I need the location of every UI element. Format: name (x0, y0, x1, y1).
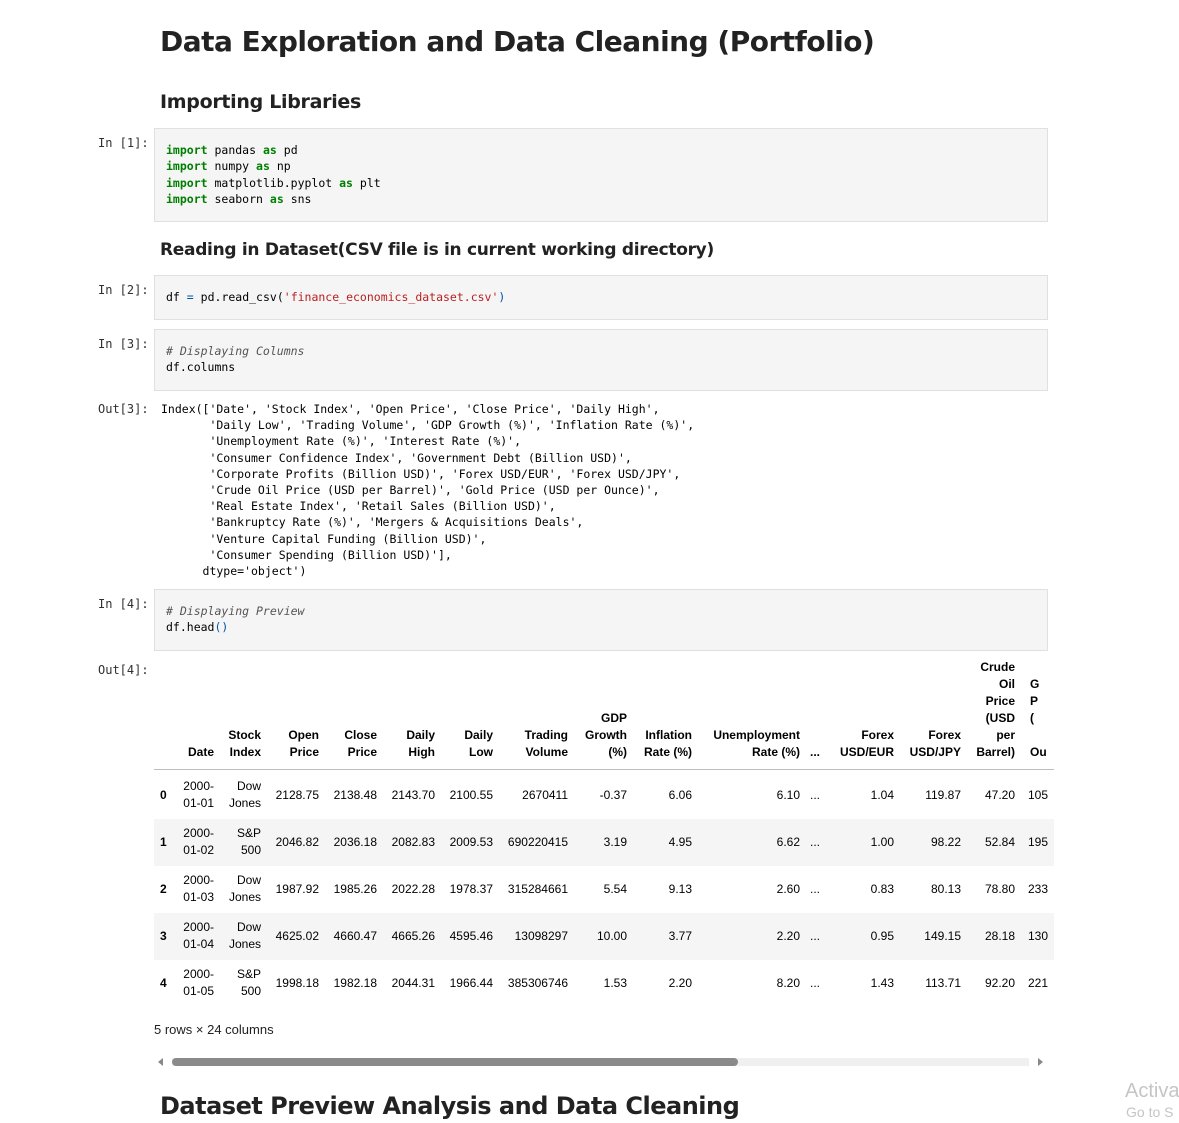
row-index: 3 (160, 929, 167, 943)
column-header: Forex (928, 728, 961, 742)
row-index: 1 (160, 835, 167, 849)
code-comment: # Displaying Preview (166, 604, 305, 618)
table-cell: 2036.18 (333, 835, 377, 849)
code-keyword: import (166, 143, 208, 157)
column-header: G (1030, 677, 1040, 691)
scroll-left-icon[interactable] (158, 1058, 163, 1066)
heading-reading-dataset: Reading in Dataset(CSV file is in current working directory) (160, 240, 714, 260)
code-string: 'finance_economics_dataset.csv' (283, 290, 499, 304)
code-keyword: import (166, 175, 208, 190)
output-line: 'Daily Low', 'Trading Volume', 'GDP Growth (%)', 'Inflation Rate (%)', (161, 418, 695, 433)
column-header: Unemployment (713, 728, 800, 742)
column-header: (USD (985, 711, 1015, 725)
code-token: plt (359, 175, 381, 190)
output-line: 'Consumer Spending (Billion USD)'], (161, 547, 452, 562)
column-header: Forex (861, 728, 894, 742)
output-line: 'Consumer Confidence Index', 'Government Debt (Billion USD)', (161, 450, 632, 465)
input-prompt: In [4]: (98, 597, 149, 611)
heading-dataset-preview-analysis: Dataset Preview Analysis and Data Cleaning (160, 1092, 740, 1120)
cell-date: 01-01 (183, 796, 214, 810)
column-header: Ou (1030, 745, 1047, 759)
output-line: Index(['Date', 'Stock Index', 'Open Price', 'Close Price', 'Daily High', (161, 402, 660, 416)
table-cell: 2.20 (776, 929, 800, 943)
table-cell: 1.53 (603, 976, 627, 990)
output-line: dtype='object') (161, 564, 307, 579)
cell-stock-index: Dow (236, 920, 261, 934)
table-cell: 10.00 (596, 929, 627, 943)
table-cell: 28.18 (984, 929, 1015, 943)
column-header: (%) (608, 745, 627, 759)
table-cell: 1998.18 (275, 976, 319, 990)
column-header: Price (985, 694, 1015, 708)
table-cell: 2044.31 (391, 976, 435, 990)
table-cell: 105 (1028, 788, 1049, 802)
table-cell: 2100.55 (449, 788, 493, 802)
column-header: Price (347, 745, 377, 759)
column-header: Open (288, 728, 319, 742)
code-input[interactable] (166, 142, 381, 207)
column-header: Index (229, 745, 261, 759)
cell-date: 2000- (183, 920, 214, 934)
column-header: Rate (%) (643, 745, 692, 759)
row-index: 4 (160, 976, 167, 990)
column-header: Inflation (645, 728, 692, 742)
table-cell: 78.80 (984, 882, 1015, 896)
table-cell: ... (809, 882, 820, 896)
cell-stock-index: Jones (228, 890, 261, 904)
table-cell: 2143.70 (391, 788, 435, 802)
cell-stock-index: Jones (228, 937, 261, 951)
code-keyword: import (166, 191, 208, 206)
table-cell: 2.60 (776, 882, 800, 896)
table-cell: 4665.26 (391, 929, 435, 943)
horizontal-scrollbar[interactable] (154, 1054, 1047, 1070)
column-header: GDP (600, 711, 627, 725)
table-cell: 47.20 (984, 788, 1015, 802)
output-columns-index (161, 401, 694, 579)
code-token: ) (498, 290, 506, 304)
table-cell: 1982.18 (333, 976, 377, 990)
code-keyword: import (166, 159, 208, 174)
input-prompt: In [2]: (98, 283, 149, 297)
table-cell: ... (809, 788, 820, 802)
code-input[interactable] (166, 603, 304, 636)
table-cell: 119.87 (925, 788, 961, 802)
column-header: Date (187, 745, 214, 759)
code-keyword: as (339, 175, 353, 190)
table-cell: 0.83 (870, 882, 894, 896)
table-cell: 2.20 (668, 976, 692, 990)
table-cell: 221 (1028, 976, 1049, 990)
cell-stock-index: Jones (228, 796, 261, 810)
column-header: per (996, 728, 1015, 742)
table-cell: 5.54 (603, 882, 627, 896)
table-cell: 6.06 (668, 788, 692, 802)
table-cell: 1.04 (870, 788, 894, 802)
table-cell: 233 (1028, 882, 1049, 896)
table-cell: ... (809, 976, 820, 990)
table-cell: 1966.44 (449, 976, 493, 990)
table-cell: 2128.75 (275, 788, 319, 802)
table-cell: 1978.37 (449, 882, 493, 896)
scroll-thumb[interactable] (172, 1058, 738, 1066)
column-header: Oil (998, 677, 1015, 691)
activation-watermark: Activa (1125, 1080, 1179, 1102)
table-cell: 2009.53 (449, 835, 493, 849)
column-header: Close (344, 728, 377, 742)
column-header: Volume (525, 745, 568, 759)
table-cell: 2670411 (522, 788, 568, 802)
table-cell: 4595.46 (449, 929, 493, 943)
cell-date: 2000- (183, 967, 214, 981)
output-prompt: Out[4]: (98, 663, 149, 677)
cell-date: 01-03 (183, 890, 214, 904)
code-token: seaborn (214, 191, 263, 206)
code-operator: = (186, 290, 194, 304)
table-cell: 690220415 (507, 835, 568, 849)
table-cell: 3.77 (668, 929, 692, 943)
column-header: Growth (585, 728, 627, 742)
table-cell: 1985.26 (333, 882, 377, 896)
input-prompt: In [1]: (98, 136, 149, 150)
output-line: 'Unemployment Rate (%)', 'Interest Rate (%)', (161, 434, 522, 449)
column-header: USD/JPY (909, 745, 961, 759)
table-cell: 98.22 (930, 835, 961, 849)
code-cell-columns[interactable] (154, 329, 1048, 391)
table-cell: 130 (1028, 929, 1049, 943)
output-line: 'Real Estate Index', 'Retail Sales (Billion USD)', (161, 499, 556, 514)
code-token: sns (290, 191, 312, 206)
table-cell: 92.20 (984, 976, 1015, 990)
table-cell: 80.13 (930, 882, 961, 896)
column-header: ( (1030, 711, 1034, 725)
column-header: USD/EUR (839, 745, 894, 759)
table-cell: 315284661 (507, 882, 568, 896)
code-token: pandas (214, 143, 257, 157)
cell-stock-index: Dow (236, 779, 261, 793)
cell-stock-index: Dow (236, 873, 261, 887)
cell-date: 2000- (183, 873, 214, 887)
code-keyword: as (269, 191, 284, 206)
code-token: df (166, 290, 180, 304)
cell-stock-index: S&P (236, 967, 261, 981)
table-cell: 4.95 (668, 835, 692, 849)
table-cell: 2022.28 (391, 882, 435, 896)
column-header: Barrel) (976, 745, 1015, 759)
code-token: pd.read_csv( (200, 290, 284, 304)
heading-importing-libraries: Importing Libraries (160, 91, 362, 113)
column-header: Price (289, 745, 319, 759)
output-line: 'Venture Capital Funding (Billion USD)', (161, 531, 487, 546)
table-cell: 8.20 (776, 976, 800, 990)
table-cell: ... (809, 835, 820, 849)
table-cell: 1987.92 (275, 882, 319, 896)
table-cell: 1.00 (870, 835, 894, 849)
table-cell: 1.43 (870, 976, 894, 990)
scroll-right-icon[interactable] (1038, 1058, 1043, 1066)
cell-date: 2000- (183, 826, 214, 840)
dataframe-table[interactable] (154, 658, 1047, 1020)
code-keyword: as (262, 143, 277, 157)
table-cell: -0.37 (599, 788, 627, 802)
column-header: P (1030, 694, 1039, 708)
table-cell: 149.15 (924, 929, 961, 943)
column-header: High (408, 745, 435, 759)
table-cell: 6.10 (776, 788, 800, 802)
table-cell: 3.19 (603, 835, 627, 849)
table-cell: ... (809, 929, 820, 943)
table-cell: 52.84 (984, 835, 1015, 849)
table-cell: 0.95 (870, 929, 894, 943)
table-cell: 195 (1028, 835, 1049, 849)
output-line: 'Bankruptcy Rate (%)', 'Mergers & Acquisitions Deals', (161, 515, 584, 530)
code-token: np (276, 159, 291, 174)
table-cell: 2082.83 (391, 835, 435, 849)
table-cell: 2138.48 (333, 788, 377, 802)
code-keyword: as (256, 159, 270, 174)
header-divider (154, 769, 1054, 770)
table-cell: 13098297 (514, 929, 568, 943)
code-token: pd (283, 143, 298, 157)
column-header: ... (809, 745, 820, 759)
column-header: Stock (228, 728, 261, 742)
cell-date: 2000- (183, 779, 214, 793)
code-cell-read-csv[interactable] (154, 275, 1048, 320)
table-cell: 6.62 (776, 835, 800, 849)
cell-stock-index: 500 (240, 843, 261, 857)
cell-date: 01-05 (183, 984, 214, 998)
column-header: Rate (%) (751, 745, 800, 759)
code-input[interactable] (166, 289, 505, 305)
output-line: 'Crude Oil Price (USD per Barrel)', 'Gold Price (USD per Ounce)', (161, 483, 660, 498)
output-line: 'Corporate Profits (Billion USD)', 'Forex USD/EUR', 'Forex USD/JPY', (161, 466, 681, 481)
column-header: Low (469, 745, 493, 759)
code-cell-head[interactable] (154, 589, 1048, 651)
cell-stock-index: 500 (240, 984, 261, 998)
cell-date: 01-04 (183, 937, 214, 951)
column-header: Trading (524, 728, 568, 742)
code-token: df.columns (166, 360, 236, 375)
dataframe-shape: 5 rows × 24 columns (154, 1022, 274, 1037)
input-prompt: In [3]: (98, 337, 149, 351)
code-token: numpy (214, 159, 250, 174)
code-input[interactable] (166, 343, 304, 376)
page-title: Data Exploration and Data Cleaning (Portfolio) (160, 25, 875, 58)
output-prompt: Out[3]: (98, 402, 149, 416)
table-cell: 9.13 (668, 882, 692, 896)
cell-stock-index: S&P (236, 826, 261, 840)
column-header: Daily (464, 728, 493, 742)
table-cell: 385306746 (507, 976, 568, 990)
code-token: () (214, 620, 229, 635)
cell-date: 01-02 (183, 843, 214, 857)
code-cell-imports[interactable] (154, 128, 1048, 222)
table-cell: 2046.82 (275, 835, 319, 849)
table-cell: 4625.02 (275, 929, 319, 943)
row-index: 2 (160, 882, 167, 896)
column-header: Crude (980, 660, 1015, 674)
activation-watermark-sub: Go to S (1126, 1104, 1174, 1120)
table-cell: 113.71 (925, 976, 961, 990)
table-cell: 4660.47 (333, 929, 377, 943)
row-index: 0 (160, 788, 167, 802)
code-comment: # Displaying Columns (166, 344, 305, 358)
column-header: Daily (406, 728, 435, 742)
code-token: matplotlib.pyplot (214, 175, 333, 190)
code-token: df.head (166, 620, 215, 635)
